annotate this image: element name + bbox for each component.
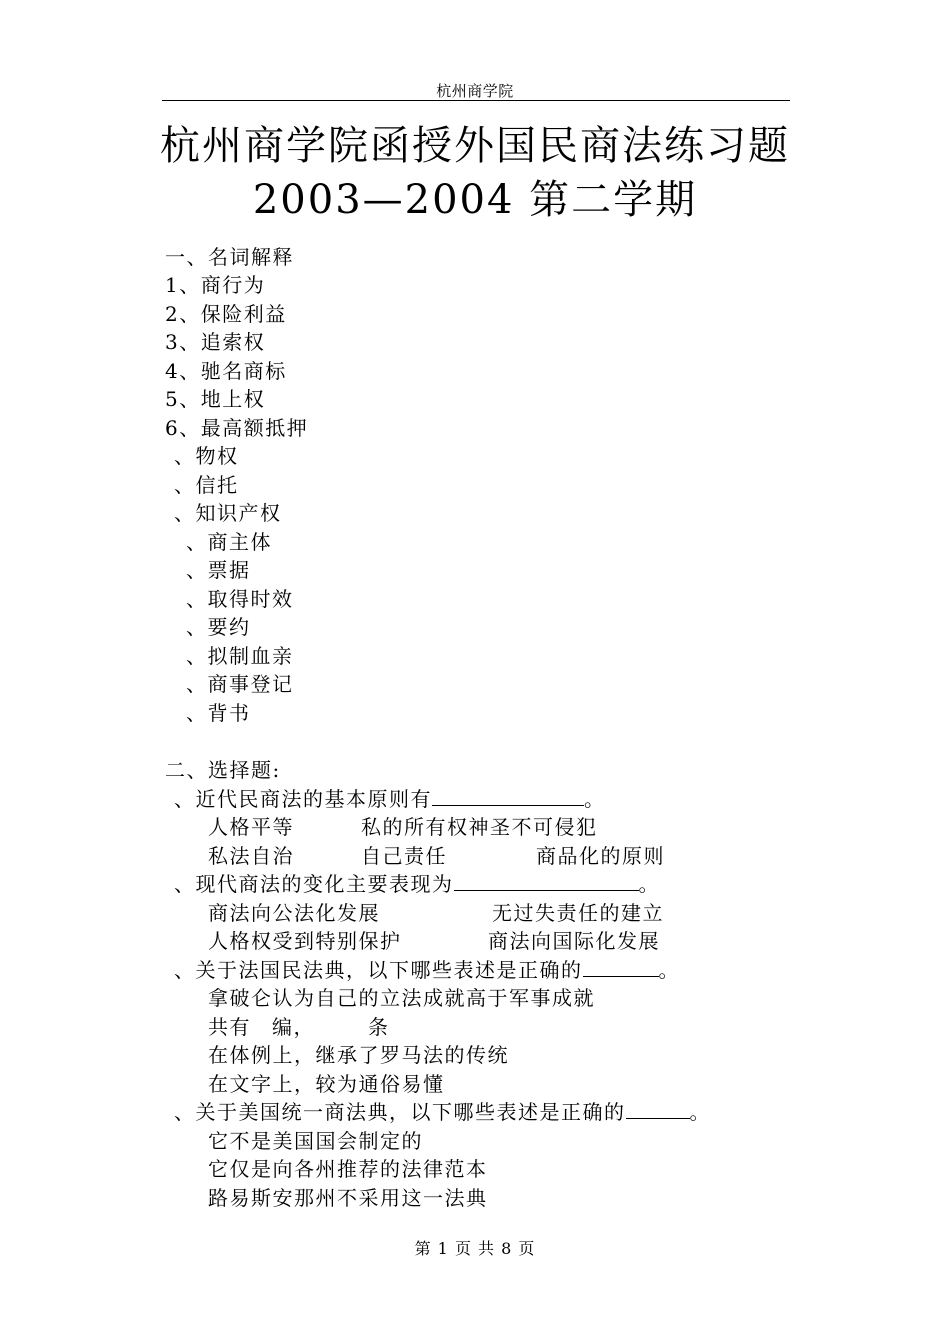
- option: 编，: [272, 1015, 315, 1039]
- option: 条: [368, 1015, 390, 1039]
- question-2: [174, 871, 660, 897]
- list-item: 、物权: [174, 444, 239, 468]
- document-subtitle: 2003—2004 第二学期: [252, 177, 698, 223]
- answer-blank: [454, 872, 639, 891]
- answer-blank: [626, 1100, 690, 1119]
- option: 商法向国际化发展: [488, 929, 660, 953]
- list-item: 、票据: [186, 558, 251, 582]
- question-4: [174, 1099, 711, 1125]
- list-item: 3、追索权: [165, 330, 266, 354]
- option: 私法自治: [208, 844, 294, 868]
- option: 商法向公法化发展: [208, 901, 380, 925]
- page-footer: 第 1 页 共 8 页: [414, 1239, 536, 1258]
- option: 它仅是向各州推荐的法律范本: [208, 1157, 488, 1181]
- option: 在文字上，较为通俗易懂: [208, 1072, 445, 1096]
- document-title: 杭州商学院函授外国民商法练习题: [160, 123, 790, 169]
- question-stem: 、现代商法的变化主要表现为: [174, 872, 454, 896]
- list-item: 、背书: [186, 701, 251, 725]
- question-end: 。: [584, 787, 606, 811]
- option: 无过失责任的建立: [492, 901, 664, 925]
- section1-heading: 一、名词解释: [165, 245, 294, 269]
- option: 在体例上，继承了罗马法的传统: [208, 1043, 509, 1067]
- answer-blank: [432, 787, 584, 806]
- list-item: 、要约: [186, 615, 251, 639]
- option: 共有: [208, 1015, 251, 1039]
- question-end: 。: [658, 958, 680, 982]
- question-3: [174, 957, 680, 983]
- option: 私的所有权神圣不可侵犯: [361, 815, 598, 839]
- section2-heading: 二、选择题:: [165, 758, 281, 782]
- list-item: 2、保险利益: [165, 302, 287, 326]
- question-stem: 、近代民商法的基本原则有: [174, 787, 432, 811]
- list-item: 1、商行为: [165, 273, 266, 297]
- question-end: 。: [689, 1100, 711, 1124]
- option: 人格平等: [208, 815, 294, 839]
- question-stem: 、关于法国民法典，以下哪些表述是正确的: [174, 958, 583, 982]
- list-item: 5、地上权: [165, 387, 266, 411]
- list-item: 、取得时效: [186, 587, 294, 611]
- answer-blank: [583, 958, 659, 977]
- list-item: 、知识产权: [174, 501, 282, 525]
- option: 拿破仑认为自己的立法成就高于军事成就: [208, 986, 595, 1010]
- list-item: 、商主体: [186, 530, 272, 554]
- list-item: 、信托: [174, 473, 239, 497]
- question-end: 。: [638, 872, 660, 896]
- question-stem: 、关于美国统一商法典，以下哪些表述是正确的: [174, 1100, 626, 1124]
- list-item: 、商事登记: [186, 672, 294, 696]
- list-item: 、拟制血亲: [186, 644, 294, 668]
- option: 商品化的原则: [536, 844, 665, 868]
- option: 人格权受到特别保护: [208, 929, 402, 953]
- list-item: 4、驰名商标: [165, 359, 287, 383]
- list-item: 6、最高额抵押: [165, 416, 309, 440]
- page-header: 杭州商学院: [436, 82, 514, 100]
- question-1: [174, 786, 606, 812]
- header-rule: [162, 100, 790, 101]
- option: 路易斯安那州不采用这一法典: [208, 1186, 488, 1210]
- option: 自己责任: [361, 844, 447, 868]
- option: 它不是美国国会制定的: [208, 1129, 423, 1153]
